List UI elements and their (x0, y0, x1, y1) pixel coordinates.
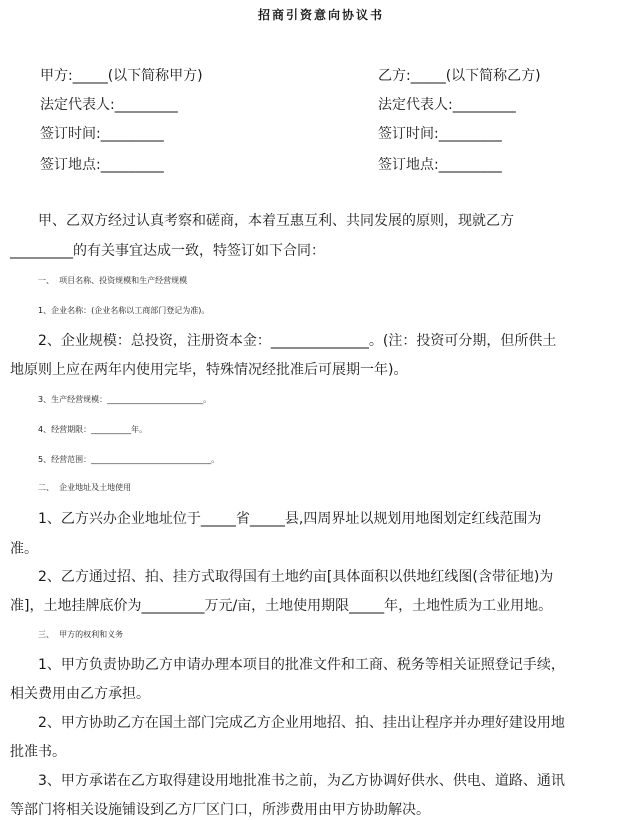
body-line: 5、经营范围：______________________________。 (38, 455, 220, 464)
body-line: 1、乙方兴办企业地址位于_____省_____县,四周界址以规划用地图划定红线范围为 (38, 511, 542, 527)
body-line: 甲、乙双方经过认真考察和磋商，本着互惠互利、共同发展的原则，现就乙方 (38, 213, 514, 229)
party-b-name: 乙方:_____(以下简称乙方) (378, 68, 541, 84)
body-line: 等部门将相关设施铺设到乙方厂区门口，所涉费用由甲方协助解决。 (10, 802, 430, 818)
body-line: 3、甲方承诺在乙方取得建设用地批准书之前，为乙方协调好供水、供电、道路、通讯 (38, 773, 565, 789)
body-line: 相关费用由乙方承担。 (10, 686, 150, 702)
body-line: 2、企业规模：总投资，注册资本金：______________。(注：投资可分期，但所供土 (38, 333, 557, 349)
body-line: 2、乙方通过招、拍、挂方式取得国有土地约亩[具体面积以供地红线图(含带征地)为 (38, 569, 554, 585)
section-heading: 一、 项目名称、投资规模和生产经营规模 (38, 276, 188, 285)
party-a-name: 甲方:_____(以下简称甲方) (40, 68, 203, 84)
document-title: 招商引资意向协议书 (257, 8, 384, 22)
body-line: 4、经营期限：__________年。 (38, 425, 148, 434)
party-b-sign-place: 签订地点:_________ (378, 157, 502, 173)
body-line: 2、甲方协助乙方在国土部门完成乙方企业用地招、拍、挂出让程序并办理好建设用地 (38, 715, 565, 731)
party-b-sign-time: 签订时间:_________ (378, 126, 502, 142)
body-line: _________的有关事宜达成一致，特签订如下合同： (10, 243, 325, 259)
section-heading: 三、 甲方的权利和义务 (38, 630, 124, 639)
body-line: 批准书。 (10, 744, 66, 760)
party-a-sign-time: 签订时间:_________ (40, 126, 164, 142)
party-b-representative: 法定代表人:_________ (378, 97, 516, 113)
body-line: 地原则上应在两年内使用完毕，特殊情况经批准后可展期一年)。 (10, 362, 408, 378)
party-a-representative: 法定代表人:_________ (40, 97, 178, 113)
body-line: 3、生产经营规模：________________________。 (38, 395, 212, 404)
body-line: 准。 (10, 541, 38, 557)
section-heading: 二、 企业地址及土地使用 (38, 483, 132, 492)
body-line: 1、企业名称：(企业名称以工商部门登记为准)。 (38, 306, 210, 315)
body-line: 1、甲方负责协助乙方申请办理本项目的批准文件和工商、税务等相关证照登记手续， (38, 657, 565, 673)
body-line: 准]，土地挂牌底价为_________万元/亩，土地使用期限_____年，土地性质为工业用地。 (10, 598, 553, 614)
party-a-sign-place: 签订地点:_________ (40, 157, 164, 173)
